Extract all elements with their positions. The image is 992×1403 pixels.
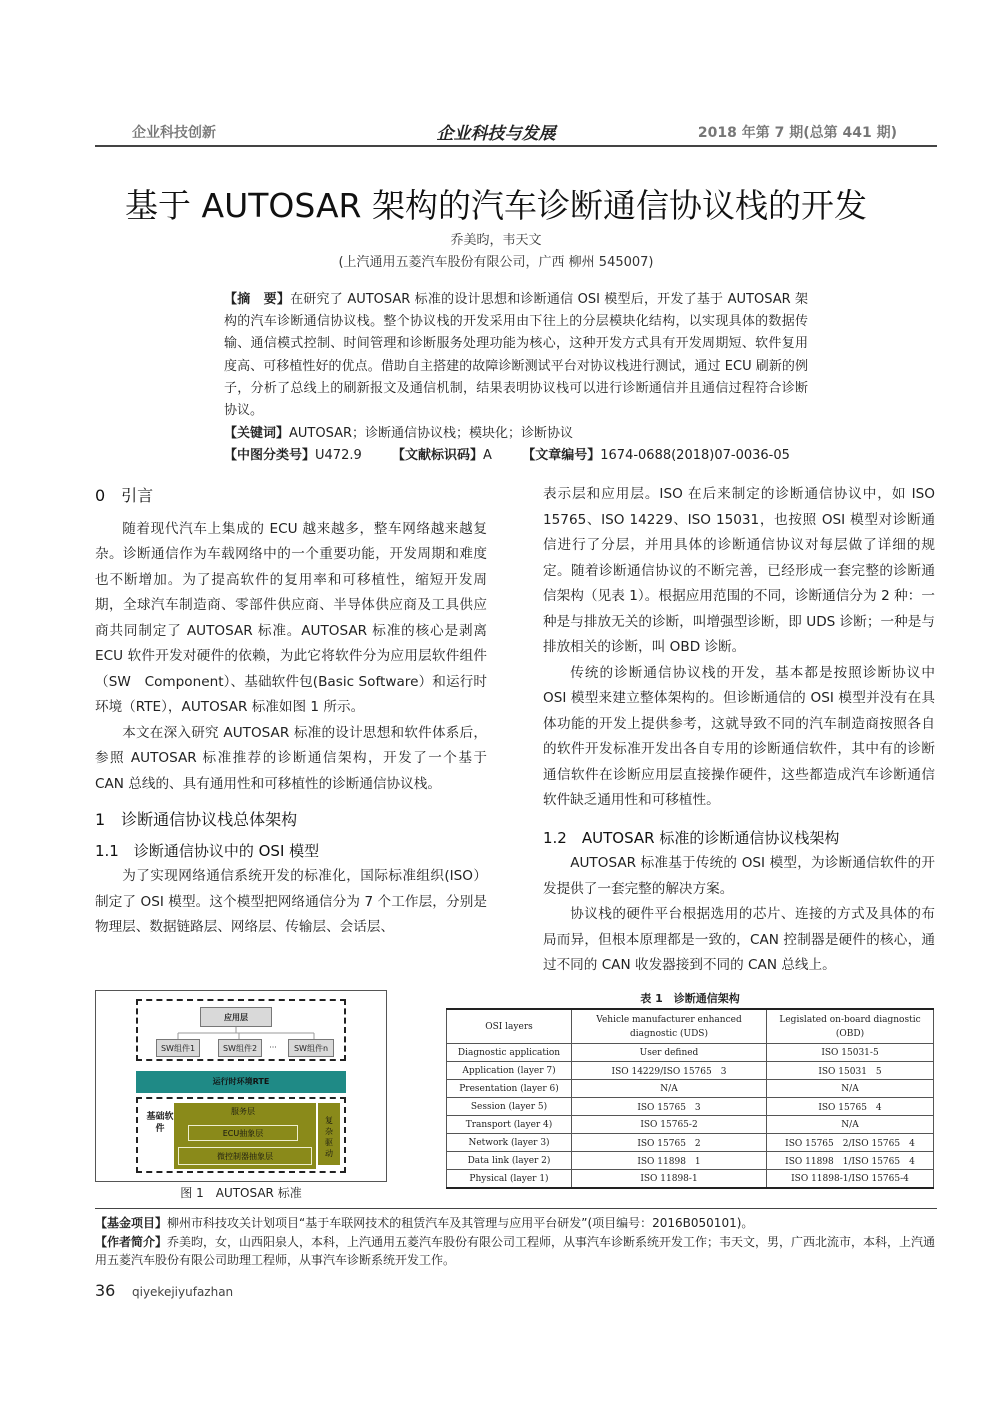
table-cell: Presentation (layer 6) (447, 1080, 572, 1098)
table-cell: ISO 14229/ISO 15765 3 (572, 1062, 767, 1080)
application-layer-box: 应用层 (200, 1007, 272, 1027)
table-cell: Transport (layer 4) (447, 1116, 572, 1134)
table-cell: ISO 15031 5 (767, 1062, 934, 1080)
keywords: AUTOSAR；诊断通信协议栈；模块化；诊断协议 (289, 426, 574, 441)
table-row (447, 1098, 934, 1116)
section-1-2-heading: 1.2 AUTOSAR 标准的诊断通信协议栈架构 (543, 828, 840, 847)
section-1-2-paragraph-2: 协议栈的硬件平台根据选用的芯片、连接的方式及具体的布局而异，但根本原理都是一致的，CAN 控制器是硬件的核心，通过不同的 CAN 收发器接到不同的 CAN 总线上。 (543, 906, 935, 973)
rte-bar: 运行时环境RTE (136, 1071, 346, 1093)
footnote-rule (95, 1208, 937, 1209)
author-label: 【作者简介】 (95, 1234, 168, 1249)
table-row (447, 1134, 934, 1152)
authors: 乔美昀，韦天文 (450, 233, 542, 248)
section-1-1-paragraph-1b: 表示层和应用层。ISO 在后来制定的诊断通信协议中，如 ISO 15765、ISO 14229、ISO 15031，也按照 OSI 模型对诊断通信进行了分层，并用具体的诊断通信协议对每层做了详细的规定。随着诊断通信协议的不断完善，已经形成一套完整的诊断通信架构（见表 1）。根据应用范围的不同，诊断通信分为 2 种：一种是与排放无关的诊断，叫增强型诊断，即 UDS 诊断；一种是与排放相关的诊断，叫 OBD 诊断。 (543, 486, 935, 655)
doc-code-label: 【文献标识码】 (392, 448, 484, 463)
table-cell: N/A (767, 1116, 934, 1134)
affiliation: (上汽通用五菱汽车股份有限公司，广西 柳州 545007) (338, 255, 654, 270)
fund-note (95, 1214, 937, 1233)
figure-1-caption: 图 1 AUTOSAR 标准 (180, 1186, 302, 1200)
section-1-1-heading: 1.1 诊断通信协议中的 OSI 模型 (95, 841, 320, 860)
table-cell: Application (layer 7) (447, 1062, 572, 1080)
table-row (447, 1062, 934, 1080)
table-1-diagnostic-architecture (446, 1008, 934, 1189)
keywords-label: 【关键词】 (224, 426, 290, 441)
table-cell: ISO 11898 1/ISO 15765 4 (767, 1152, 934, 1170)
table-row (447, 1044, 934, 1062)
table-cell: Physical (layer 1) (447, 1170, 572, 1189)
ellipsis: ··· (269, 1043, 277, 1052)
author-text: 乔美昀，女，山西阳泉人，本科，上汽通用五菱汽车股份有限公司工程师，从事汽车诊断系统开发工作；韦天文，男，广西北流市，本科，上汽通用五菱汽车股份有限公司助理工程师，从事汽车诊断系统开发工作。 (95, 1234, 936, 1267)
sw-component-1: SW组件1 (156, 1039, 200, 1057)
paper-title: 基于 AUTOSAR 架构的汽车诊断通信协议栈的开发 (125, 186, 867, 225)
left-column (95, 483, 487, 941)
header-uds: Vehicle manufacturer enhanced diagnostic (UDS) (572, 1009, 767, 1044)
table-cell: ISO 15765 2/ISO 15765 4 (767, 1134, 934, 1152)
right-column (543, 482, 935, 979)
table-cell: Data link (layer 2) (447, 1152, 572, 1170)
abstract (224, 289, 808, 422)
section-1-heading: 1 诊断通信协议栈总体架构 (95, 810, 298, 829)
complex-driver: 复杂驱动 (318, 1103, 340, 1165)
sw-component-2: SW组件2 (218, 1039, 262, 1057)
header-rule (95, 145, 937, 147)
table-cell: Diagnostic application (447, 1044, 572, 1062)
table-cell: ISO 11898-1/ISO 15765-4 (767, 1170, 934, 1189)
table-header-row (447, 1009, 934, 1044)
table-cell: Session (layer 5) (447, 1098, 572, 1116)
table-cell: Network (layer 3) (447, 1134, 572, 1152)
footnotes (95, 1214, 937, 1270)
author-note (95, 1233, 937, 1270)
sw-component-n: SW组件n (288, 1039, 334, 1057)
mcu-abstraction-layer: 微控制器抽象层 (178, 1147, 312, 1165)
clc: U472.9 (315, 448, 362, 463)
article-no-label: 【文章编号】 (522, 448, 601, 463)
table-cell: N/A (767, 1080, 934, 1098)
journal-name: 企业科技与发展 (436, 124, 556, 144)
section-1-1-paragraph-2: 传统的诊断通信协议栈的开发，基本都是按照诊断协议中 OSI 模型来建立整体架构的。但诊断通信的 OSI 模型并没有在具体功能的开发上提供参考，这就导致不同的汽车制造商按照各自的软件开发标准开发出各自专用的诊断通信软件，其中有的诊断通信软件在诊断应用层直接操作硬件，这些都造成汽车诊断通信软件缺乏通用性和可移植性。 (543, 664, 935, 808)
table-cell: User defined (572, 1044, 767, 1062)
section-1-2-paragraph-1: AUTOSAR 标准基于传统的 OSI 模型，为诊断通信软件的开发提供了一套完整的解决方案。 (543, 855, 935, 897)
running-header-left: 企业科技创新 (132, 125, 216, 141)
journal-site: qiyekejiyufazhan (132, 1285, 234, 1299)
section-0-paragraph-1: 随着现代汽车上集成的 ECU 越来越多，整车网络越来越复杂。诊断通信作为车载网络中的一个重要功能，开发周期和难度也不断增加。为了提高软件的复用率和可移植性，缩短开发周期，全球汽车制造商、零部件供应商、半导体供应商及工具供应商共同制定了 AUTOSAR 标准。AUTOSAR 标准的核心是剥离 ECU 软件开发对硬件的依赖，为此它将软件分为应用层软件组件（SW Component）、基础软件包(Basic Software）和运行时环境（RTE），AUTOSAR 标准如图 1 所示。 (95, 520, 487, 715)
table-cell: N/A (572, 1080, 767, 1098)
issue-info: 2018 年第 7 期(总第 441 期) (697, 125, 897, 141)
table-row (447, 1170, 934, 1189)
table-row (447, 1116, 934, 1134)
article-no: 1674-0688(2018)07-0036-05 (600, 448, 790, 463)
ecu-abstraction-layer: ECU抽象层 (188, 1125, 298, 1141)
header-osi-layers: OSI layers (447, 1009, 572, 1044)
fund-text: 柳州市科技攻关计划项目“基于车联网技术的租赁汽车及其管理与应用平台研发”(项目编号：2016B050101)。 (167, 1216, 754, 1230)
abstract-label: 【摘 要】 (224, 292, 291, 307)
service-layer: 服务层 (188, 1105, 298, 1119)
table-1-caption: 表 1 诊断通信架构 (640, 992, 740, 1005)
abstract-text: 在研究了 AUTOSAR 标准的设计思想和诊断通信 OSI 模型后，开发了基于 AUTOSAR 架构的汽车诊断通信协议栈。整个协议栈的开发采用由下往上的分层模块化结构，以实现具体的数据传输、通信模式控制、时间管理和诊断服务处理功能为核心，这种开发方式具有开发周期短、软件复用度高、可移植性好的优点。借助自主搭建的故障诊断测试平台对协议栈进行测试，通过 ECU 刷新的例子，分析了总线上的刷新报文及通信机制，结果表明协议栈可以进行诊断通信并且通信过程符合诊断协议。 (224, 292, 808, 419)
table-row (447, 1152, 934, 1170)
table-cell: ISO 15031-5 (767, 1044, 934, 1062)
section-0-heading: 0 引言 (95, 486, 154, 505)
doc-code: A (483, 448, 492, 463)
section-0-paragraph-2: 本文在深入研究 AUTOSAR 标准的设计思想和软件体系后，参照 AUTOSAR 标准推荐的诊断通信架构，开发了一个基于 CAN 总线的、具有通用性和可移植性的诊断通信协议栈。 (95, 724, 487, 792)
clc-label: 【中图分类号】 (224, 448, 316, 463)
table-cell: ISO 11898 1 (572, 1152, 767, 1170)
table-cell: ISO 15765 2 (572, 1134, 767, 1152)
table-cell: ISO 15765 4 (767, 1098, 934, 1116)
table-row (447, 1080, 934, 1098)
section-1-1-paragraph-1a: 为了实现网络通信系统开发的标准化，国际标准组织(ISO）制定了 OSI 模型。这个模型把网络通信分为 7 个工作层，分别是物理层、数据链路层、网络层、传输层、会话层、 (95, 868, 487, 935)
classification-line (224, 444, 790, 463)
basic-software-label: 基础软件 (146, 1112, 174, 1134)
fund-label: 【基金项目】 (95, 1216, 168, 1230)
keywords-line (224, 422, 573, 441)
table-cell: ISO 11898-1 (572, 1170, 767, 1189)
figure-1-autosar-diagram (95, 990, 387, 1182)
page-number: 36 (95, 1281, 116, 1300)
table-cell: ISO 15765 3 (572, 1098, 767, 1116)
table-cell: ISO 15765-2 (572, 1116, 767, 1134)
header-obd: Legislated on-board diagnostic (OBD) (767, 1009, 934, 1044)
